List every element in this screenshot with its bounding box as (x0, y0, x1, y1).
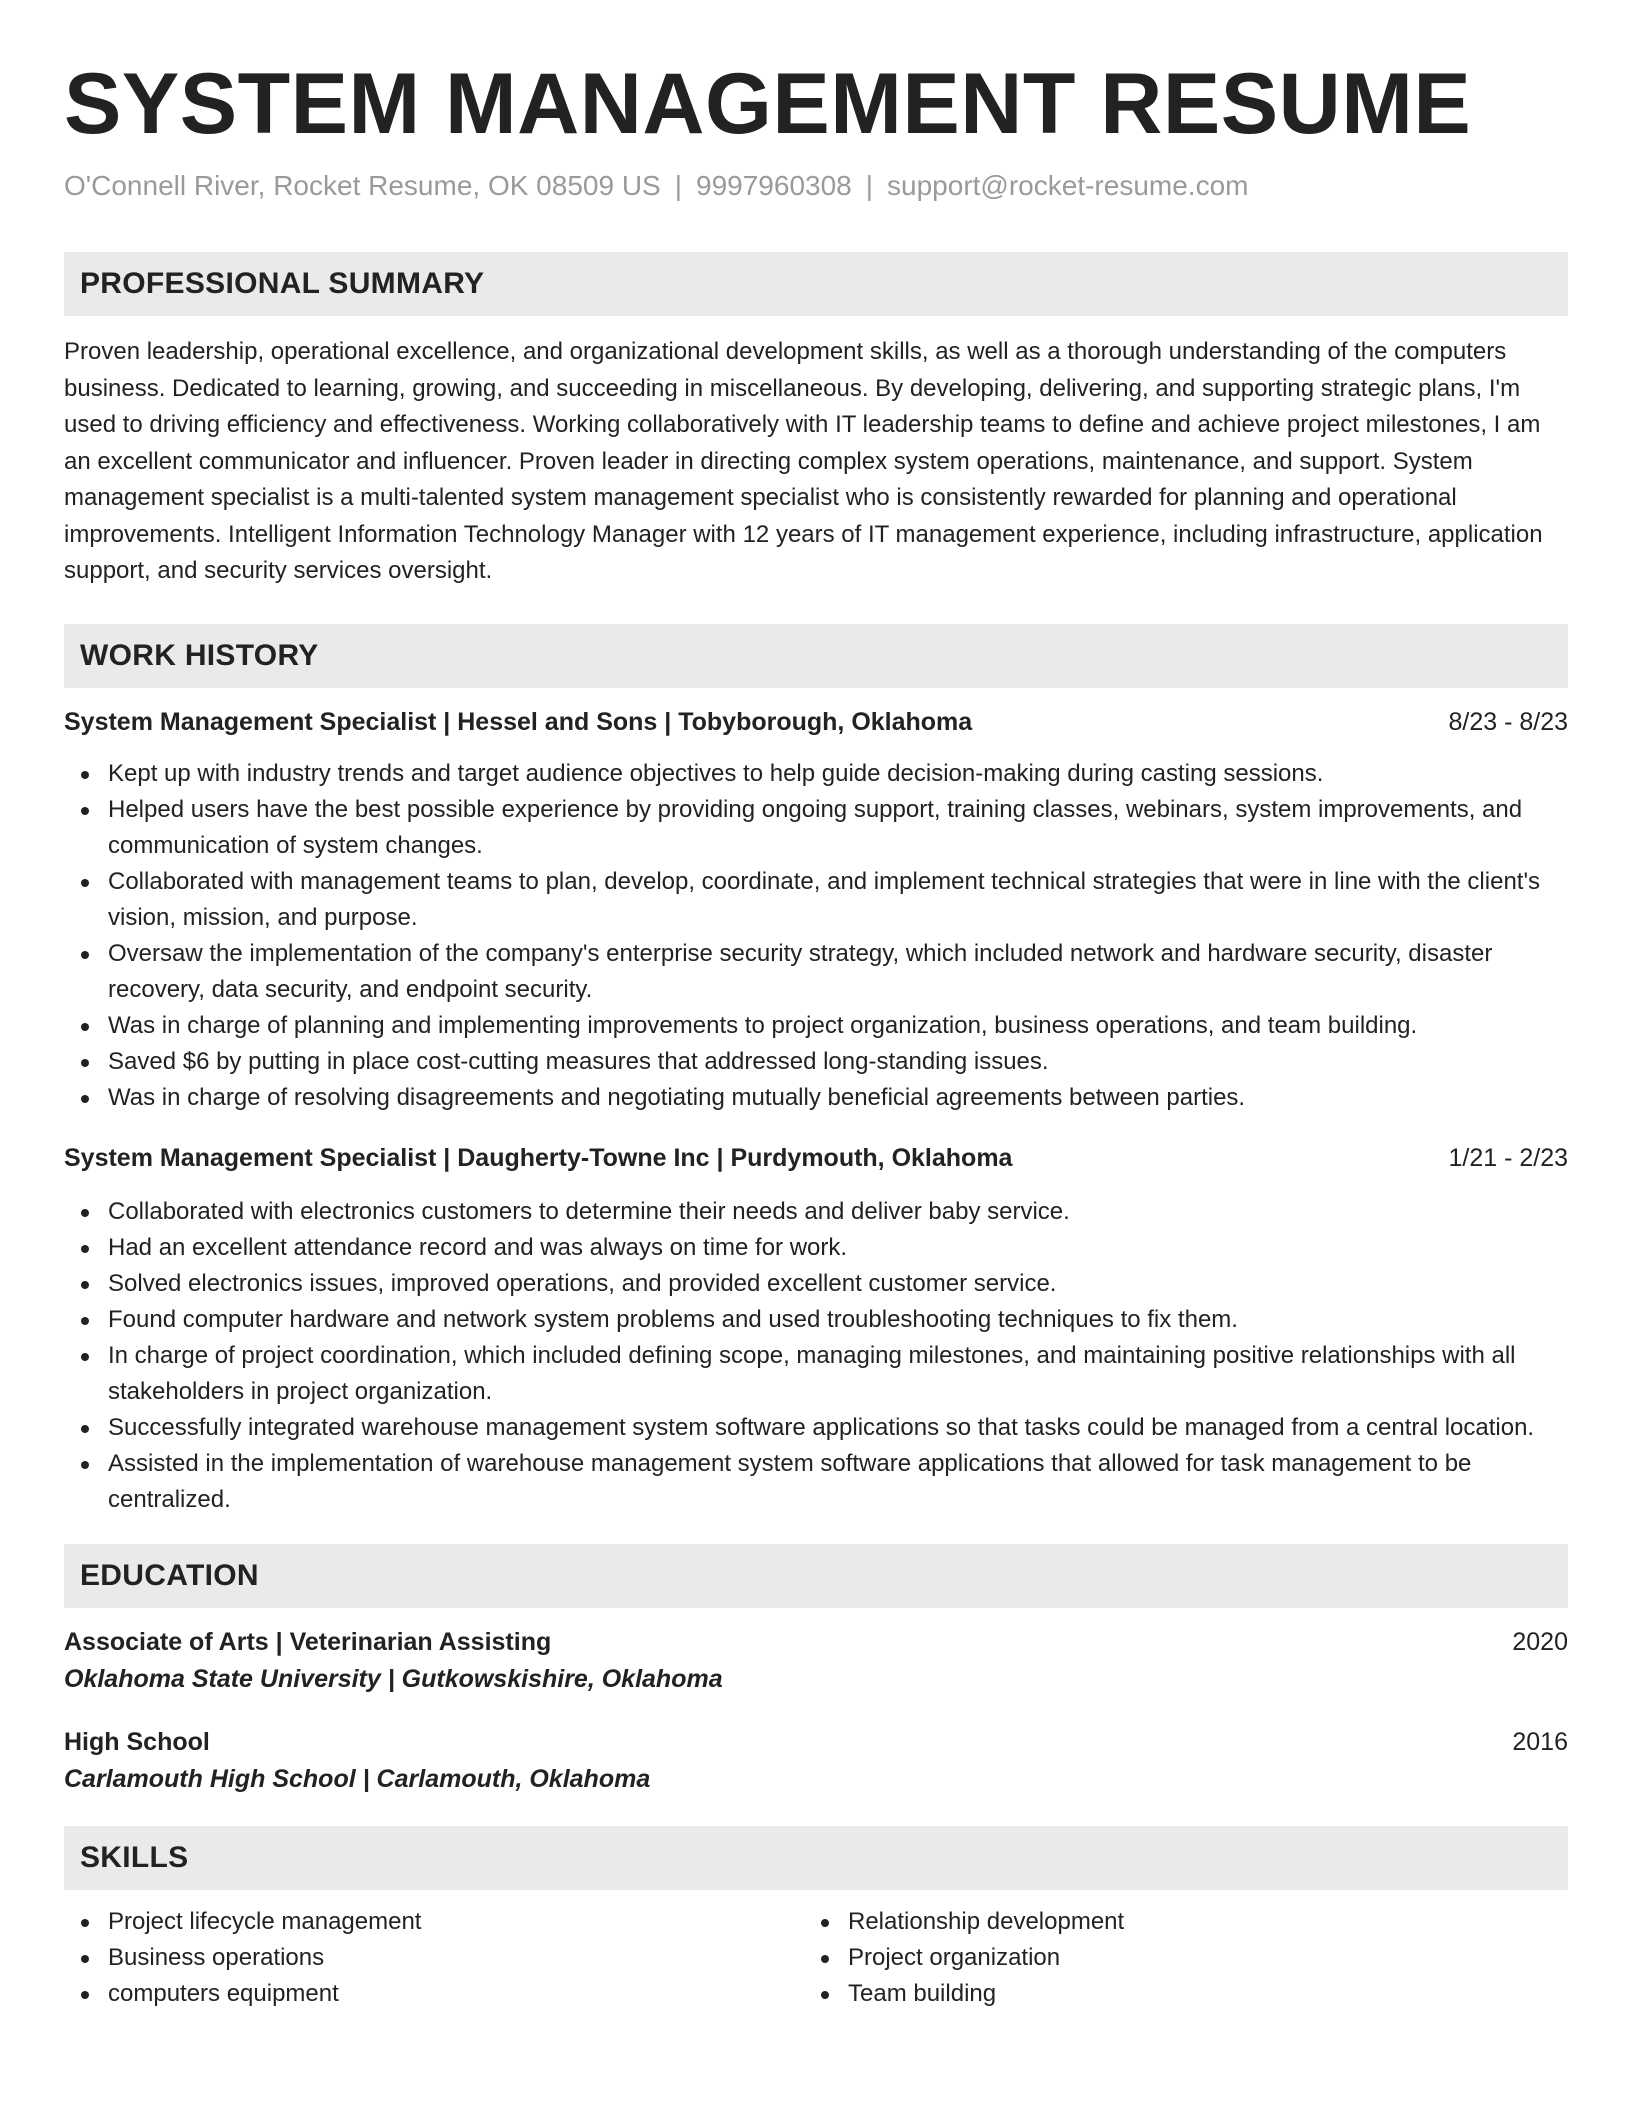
section-header-work-history (64, 624, 1568, 688)
job-dates: 1/21 - 2/23 (1448, 1143, 1568, 1172)
skill-item: Project organization (804, 1940, 1568, 1976)
skill-item: Project lifecycle management (64, 1904, 804, 1940)
job-entry (64, 704, 1568, 1116)
contact-separator: | (865, 170, 874, 201)
contact-address: O'Connell River, Rocket Resume, OK 08509 US (64, 170, 661, 201)
skill-item: Relationship development (804, 1904, 1568, 1940)
skills-list-left (64, 1904, 804, 2012)
contact-email: support@rocket-resume.com (887, 170, 1249, 201)
job-bullet-list (64, 1194, 1568, 1518)
job-bullet: Successfully integrated warehouse management system software applications so that tasks could be managed from a central location. (64, 1410, 1568, 1446)
job-bullet: Oversaw the implementation of the company's enterprise security strategy, which included network and hardware security, disaster recovery, data security, and endpoint security. (64, 936, 1568, 1008)
skill-item: computers equipment (64, 1976, 804, 2012)
job-entry (64, 1140, 1568, 1518)
education-heading-row (64, 1624, 1568, 1661)
job-dates: 8/23 - 8/23 (1448, 707, 1568, 736)
summary-paragraph: Proven leadership, operational excellence, and organizational development skills, as well as a thorough understanding of the computers business. Dedicated to learning, growing, and succeeding in miscellaneous. By developing, delivering, and supporting strategic plans, I'm used to driving efficiency and effectiveness. Working collaboratively with IT leadership teams to define and achieve project milestones, I am an excellent communicator and influencer. Proven leader in directing complex system operations, maintenance, and support. System management specialist is a multi-talented system management specialist who is consistently rewarded for planning and operational improvements. Intelligent Information Technology Manager with 12 years of IT management experience, including infrastructure, application support, and security services oversight. (64, 338, 1543, 584)
education-year: 2016 (1512, 1727, 1568, 1756)
education-year: 2020 (1512, 1627, 1568, 1656)
job-bullet: Was in charge of resolving disagreements and negotiating mutually beneficial agreements between parties. (64, 1080, 1568, 1116)
job-bullet: Was in charge of planning and implementing improvements to project organization, business operations, and team building. (64, 1008, 1568, 1044)
job-bullet: In charge of project coordination, which included defining scope, managing milestones, and maintaining positive relationships with all stakeholders in project organization. (64, 1338, 1568, 1410)
education-entry (64, 1724, 1568, 1798)
skill-item: Business operations (64, 1940, 804, 1976)
section-title: PROFESSIONAL SUMMARY (80, 267, 485, 300)
education-entry (64, 1624, 1568, 1698)
job-bullet: Saved $6 by putting in place cost-cutting measures that addressed long-standing issues. (64, 1044, 1568, 1080)
contact-separator: | (674, 170, 683, 201)
job-bullet: Found computer hardware and network system problems and used troubleshooting techniques to fix them. (64, 1302, 1568, 1338)
section-title: SKILLS (80, 1840, 189, 1874)
job-bullet: Solved electronics issues, improved operations, and provided excellent customer service. (64, 1266, 1568, 1302)
skills-grid (64, 1904, 1568, 2012)
section-header-summary (64, 252, 1568, 316)
job-bullet: Collaborated with electronics customers to determine their needs and deliver baby service. (64, 1194, 1568, 1230)
section-title: EDUCATION (80, 1558, 259, 1592)
education-degree: Associate of Arts | Veterinarian Assisting (64, 1627, 552, 1656)
job-title: System Management Specialist | Daugherty-Towne Inc | Purdymouth, Oklahoma (64, 1143, 1013, 1172)
job-bullet: Assisted in the implementation of warehouse management system software applications that allowed for task management to be centralized. (64, 1446, 1568, 1518)
section-header-skills (64, 1826, 1568, 1890)
resume-title: SYSTEM MANAGEMENT RESUME (64, 56, 1472, 152)
job-bullet: Collaborated with management teams to plan, develop, coordinate, and implement technical strategies that were in line with the client's vision, mission, and purpose. (64, 864, 1568, 936)
contact-line (64, 168, 1568, 204)
section-title: WORK HISTORY (80, 638, 319, 672)
job-title: System Management Specialist | Hessel and Sons | Tobyborough, Oklahoma (64, 707, 973, 736)
skill-item: Team building (804, 1976, 1568, 2012)
job-heading-row (64, 1140, 1568, 1176)
education-heading-row (64, 1724, 1568, 1761)
education-degree: High School (64, 1727, 210, 1756)
job-bullet: Helped users have the best possible experience by providing ongoing support, training classes, webinars, system improvements, and communication of system changes. (64, 792, 1568, 864)
job-heading-row (64, 704, 1568, 740)
section-header-education (64, 1544, 1568, 1608)
job-bullet: Had an excellent attendance record and was always on time for work. (64, 1230, 1568, 1266)
contact-phone: 9997960308 (696, 170, 852, 201)
job-bullet: Kept up with industry trends and target audience objectives to help guide decision-making during casting sessions. (64, 756, 1568, 792)
job-bullet-list (64, 756, 1568, 1116)
education-school: Oklahoma State University | Gutkowskishire, Oklahoma (64, 1664, 723, 1693)
education-school: Carlamouth High School | Carlamouth, Oklahoma (64, 1764, 651, 1793)
skills-list-right (804, 1904, 1568, 2012)
